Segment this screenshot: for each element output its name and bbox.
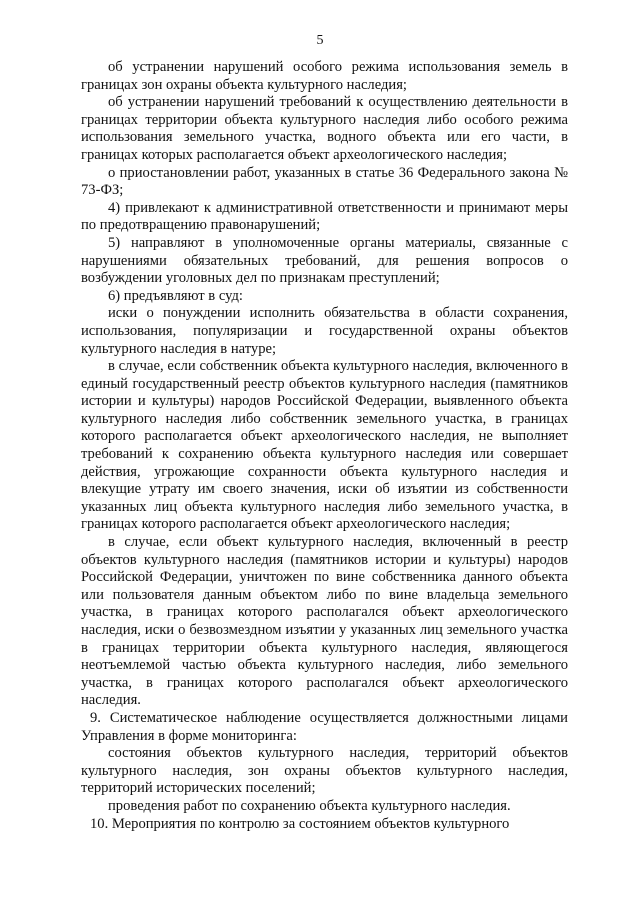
- paragraph-section-9: 9. Систематическое наблюдение осуществляется должностными лицами Управления в форме мониторинга:: [81, 709, 568, 744]
- paragraph-monitoring-state: состояния объектов культурного наследия, территорий объектов культурного наследия, зон охраны объектов культурного наследия, территорий исторических поселений;: [81, 745, 568, 797]
- document-body: [81, 59, 568, 833]
- paragraph-claims-seizure: в случае, если собственник объекта культурного наследия, включенного в единый государственный реестр объектов культурного наследия (памятников истории и культуры) народов Российской Федерации, выявленного объекта культурного наследия либо собственник земельного участка, в границах которого располагается объект археологического наследия, не выполняет требований к сохранению объекта культурного наследия или совершает действия, угрожающие сохранности объекта культурного наследия и влекущие утрату им своего значения, иски об изъятии из собственности указанных лиц объекта культурного наследия либо земельного участка, в границах которого располагается объект археологического наследия;: [81, 358, 568, 533]
- page-number: 5: [316, 33, 324, 48]
- paragraph-eliminate-activity-violations: об устранении нарушений требований к осуществлению деятельности в границах территории объекта культурного наследия либо особого режима использования земельного участка, водного объекта или его части, в границах которых располагается объект археологического наследия;: [81, 94, 568, 163]
- paragraph-suspend-works: о приостановлении работ, указанных в статье 36 Федерального закона № 73-ФЗ;: [81, 164, 568, 199]
- paragraph-section-10: 10. Мероприятия по контролю за состоянием объектов культурного: [90, 815, 510, 832]
- paragraph-claims-destroyed: в случае, если объект культурного наследия, включенный в реестр объектов культурного наследия (памятников истории и культуры) народов Российской Федерации, уничтожен по вине собственника данного объекта или пользователя данным объектом либо по вине владельца земельного участка, в границах которого располагался объект археологического наследия, иски о безвозмездном изъятии у указанных лиц земельного участка в границах территории объекта культурного наследия, являющегося неотъемлемой частью объекта культурного наследия, либо земельного участка, в границах которого располагался объект археологического наследия.: [81, 534, 568, 709]
- paragraph-eliminate-zone-violations: об устранении нарушений особого режима использования земель в границах зон охраны объекта культурного наследия;: [81, 59, 568, 93]
- paragraph-item-4: 4) привлекают к административной ответственности и принимают меры по предотвращению правонарушений;: [81, 199, 568, 234]
- paragraph-monitoring-works: проведения работ по сохранению объекта культурного наследия.: [108, 797, 511, 814]
- paragraph-item-5: 5) направляют в уполномоченные органы материалы, связанные с нарушениями обязательных требований, для решения вопросов о возбуждении уголовных дел по признакам преступлений;: [81, 234, 568, 287]
- paragraph-claims-obligations: иски о понуждении исполнить обязательства в области сохранения, использования, популяризации и государственной охраны объектов культурного наследия в натуре;: [81, 305, 568, 357]
- paragraph-item-6: 6) предъявляют в суд:: [108, 287, 243, 304]
